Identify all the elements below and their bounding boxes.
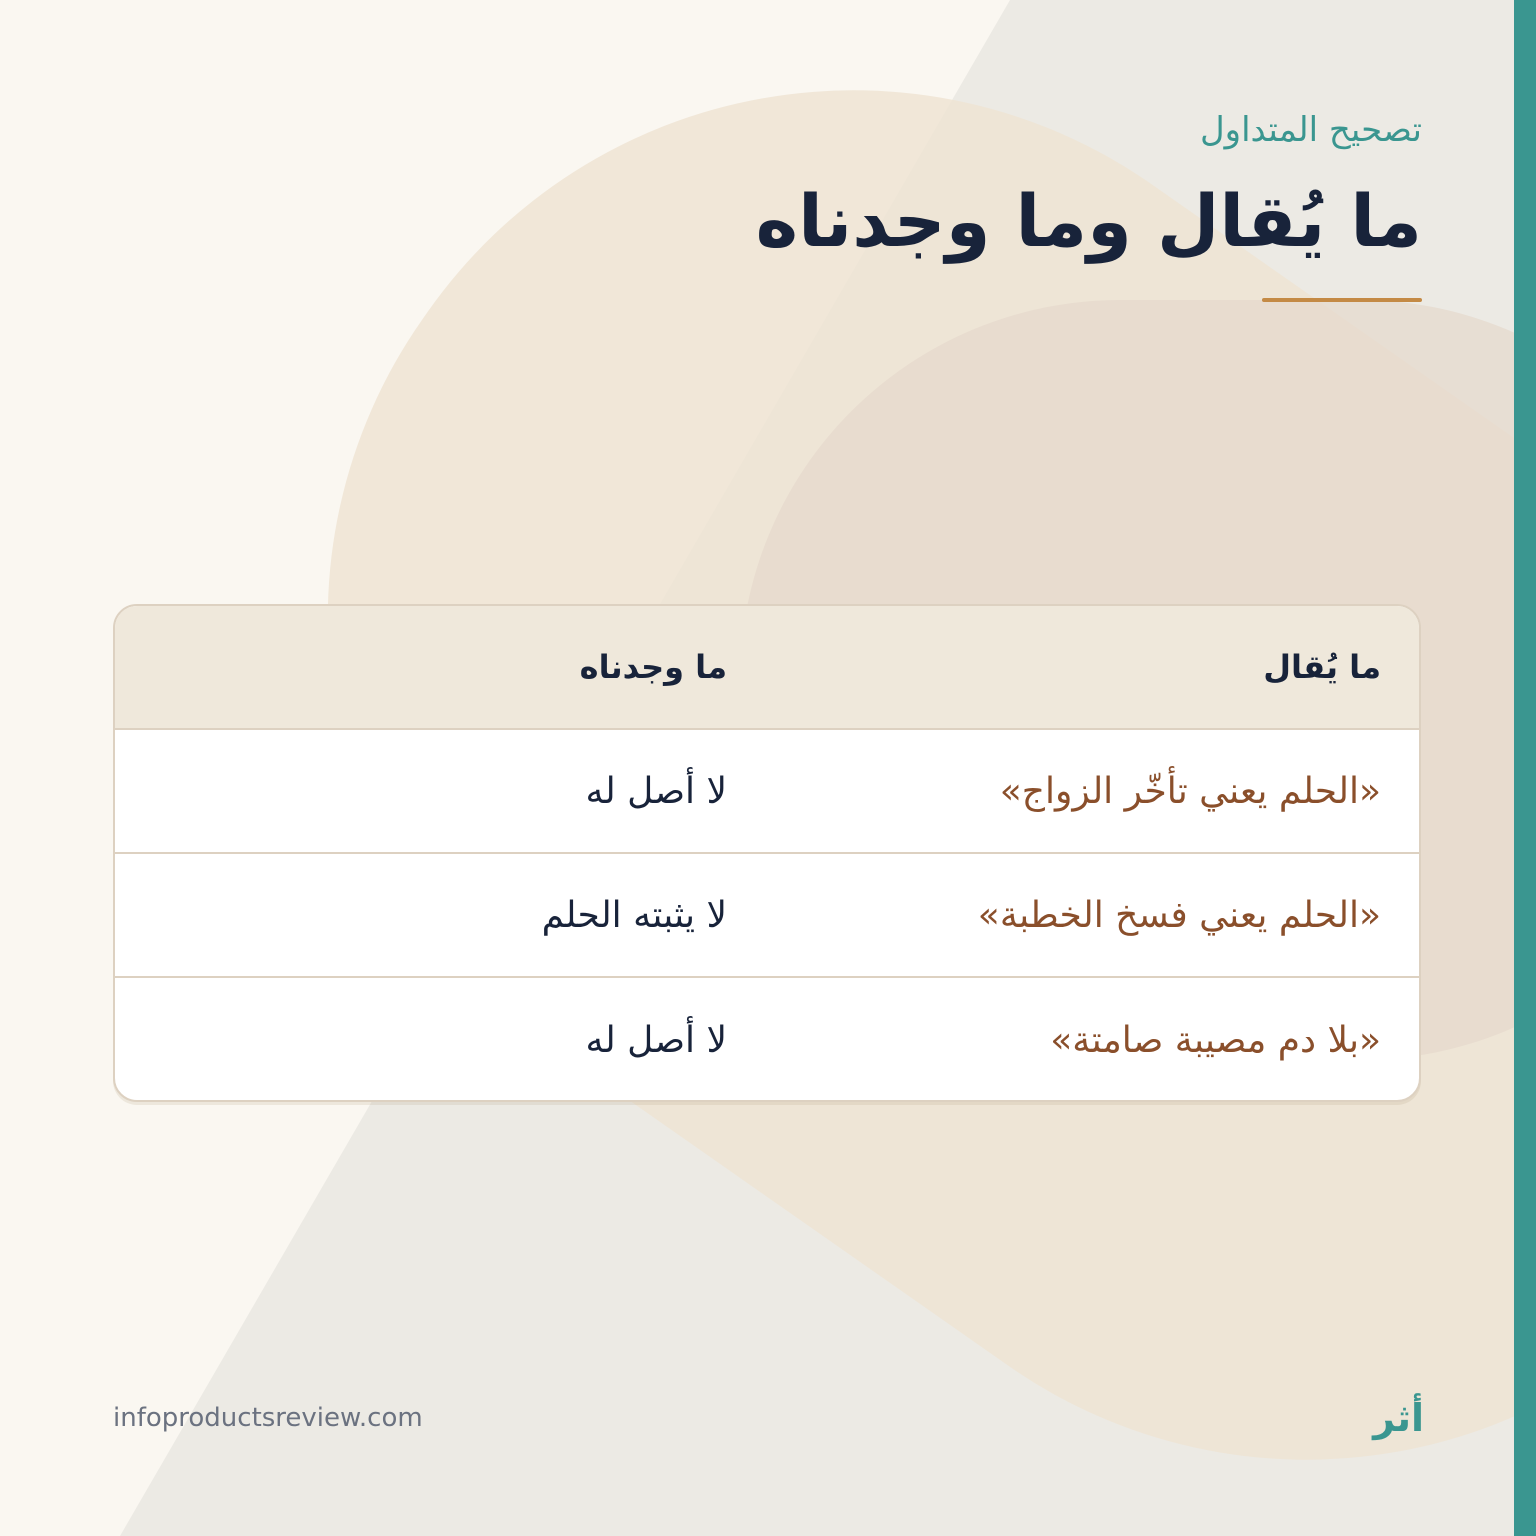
- table-row: [115, 730, 1419, 854]
- cell-found: لا أصل له: [585, 770, 727, 812]
- cell-said: «الحلم يعني تأخّر الزواج»: [999, 770, 1381, 812]
- eyebrow-label: تصحيح المتداول: [1199, 110, 1422, 150]
- table-row: [115, 854, 1419, 978]
- comparison-table: [113, 604, 1421, 1102]
- cell-found: لا أصل له: [585, 1019, 727, 1061]
- footer-url: infoproductsreview.com: [113, 1403, 423, 1433]
- right-accent-bar: [1514, 0, 1536, 1536]
- cell-said: «الحلم يعني فسخ الخطبة»: [977, 894, 1381, 936]
- column-header-said: ما يُقال: [1263, 648, 1381, 686]
- table-header-row: [115, 606, 1419, 730]
- brand-logo: أثر: [1373, 1396, 1424, 1440]
- page-title: ما يُقال وما وجدناه: [755, 179, 1422, 263]
- cell-said: «بلا دم مصيبة صامتة»: [1050, 1019, 1381, 1061]
- title-underline: [1262, 298, 1422, 302]
- column-header-found: ما وجدناه: [579, 648, 727, 686]
- cell-found: لا يثبته الحلم: [541, 894, 727, 936]
- table-row: [115, 978, 1419, 1102]
- header: [522, 104, 1422, 302]
